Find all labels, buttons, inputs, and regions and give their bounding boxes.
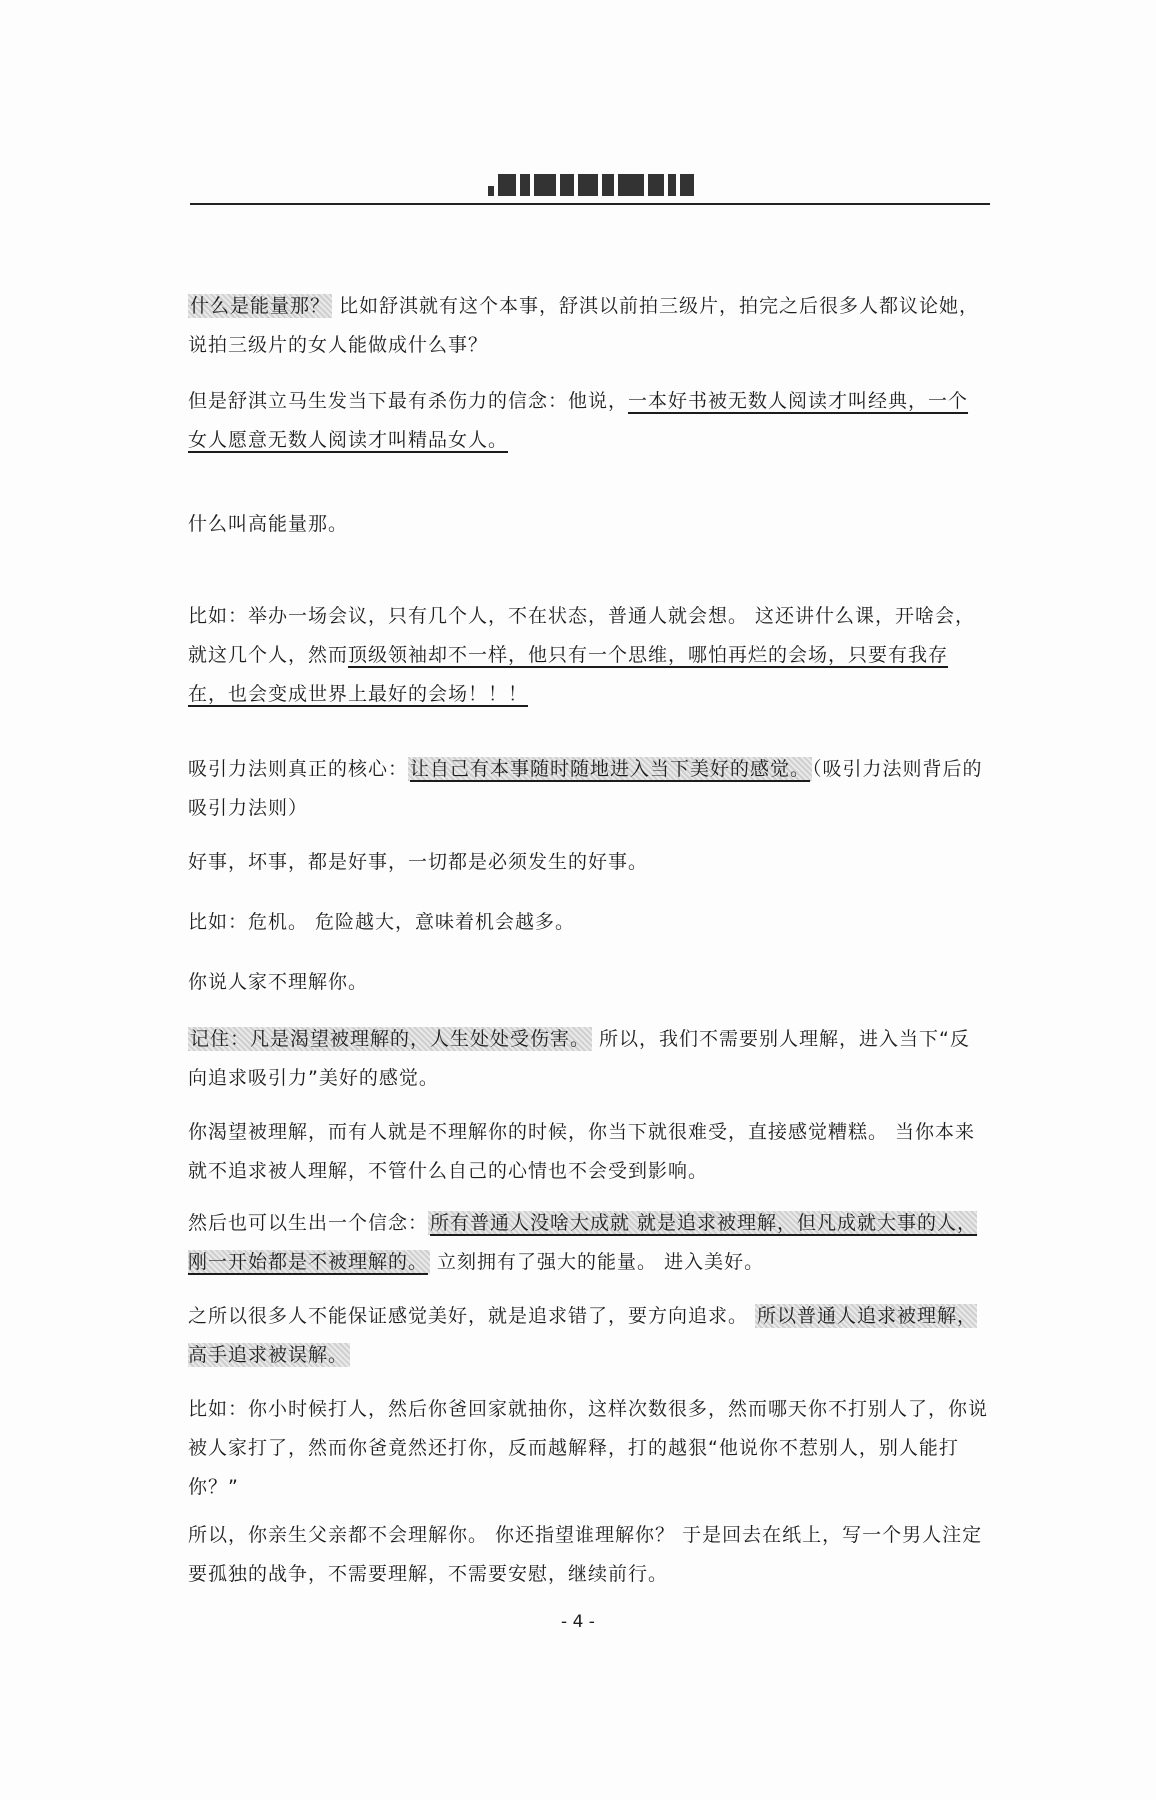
paragraph-6: [188, 843, 988, 882]
paragraph-text: 什么叫高能量那。: [188, 513, 349, 535]
paragraph-10: [188, 1113, 988, 1191]
highlighted-text: 所有普通人没啥大成就 就是追求被理解，但凡成就大事的人，刚一开始都是不被理解的。: [188, 1212, 978, 1273]
paragraph-3: [188, 505, 988, 544]
paragraph-text: 吸引力法则真正的核心：: [188, 758, 409, 780]
page-number: - 4 -: [561, 1612, 595, 1632]
paragraph-text: 所以，你亲生父亲都不会理解你。 你还指望谁理解你？ 于是回去在纸上，写一个男人注定要孤独的战争，不需要理解，不需要安慰，继续前行。: [188, 1524, 983, 1585]
header-rule: [190, 203, 990, 205]
paragraph-text: 比如：举办一场会议，只有几个人，不在状态，普通人就会想。 这还讲什么课，开啥会，就这几个人，然而: [188, 605, 976, 666]
paragraph-8: [188, 963, 988, 1002]
paragraph-text: 比如：你小时候打人，然后你爸回家就抽你，这样次数很多，然而哪天你不打别人了，你说被人家打了，然而你爸竟然还打你，反而越解释，打的越狠“他说你不惹别人，别人能打你？”: [188, 1398, 989, 1498]
paragraph-text: 立刻拥有了强大的能量。 进入美好。: [430, 1251, 765, 1273]
paragraph-14: [188, 1516, 988, 1594]
paragraph-text: 所以，我们不需要别人理解，进入当下“反向追求吸引力”美好的感觉。: [188, 1028, 970, 1089]
highlighted-text: 记住：凡是渴望被理解的，人生处处受伤害。: [190, 1028, 591, 1050]
paragraph-text: （吸引力法则背后的吸引力法则）: [188, 758, 983, 819]
paragraph-text: 比如：危机。 危险越大，意味着机会越多。: [188, 911, 576, 933]
paragraph-4: [188, 597, 988, 714]
paragraph-7: [188, 903, 988, 942]
underlined-text: 一本好书被无数人阅读才叫经典，一个女人愿意无数人阅读才叫精品女人。: [188, 390, 969, 451]
paragraph-text: 然后也可以生出一个信念：: [188, 1212, 429, 1234]
highlighted-text: 所以普通人追求被理解，高手追求被误解。: [188, 1305, 978, 1366]
paragraph-12: [188, 1297, 988, 1375]
paragraph-2: [188, 382, 988, 460]
paragraph-9: [188, 1020, 988, 1098]
paragraph-11: [188, 1204, 988, 1282]
paragraph-text: 但是舒淇立马生发当下最有杀伤力的信念：他说，: [188, 390, 629, 412]
paragraph-text: 之所以很多人不能保证感觉美好，就是追求错了，要方向追求。: [188, 1305, 756, 1327]
paragraph-5: [188, 750, 988, 828]
paragraph-text: 好事，坏事，都是好事，一切都是必须发生的好事。: [188, 851, 649, 873]
highlighted-text: 让自己有本事随时随地进入当下美好的感觉。: [410, 758, 811, 780]
redacted-header-title: [488, 174, 698, 198]
paragraph-text: 你渴望被理解，而有人就是不理解你的时候，你当下就很难受，直接感觉糟糕。 当你本来就不追求被人理解，不管什么自己的心情也不会受到影响。: [188, 1121, 976, 1182]
paragraph-text: 你说人家不理解你。: [188, 971, 369, 993]
paragraph-13: [188, 1390, 988, 1507]
highlighted-text: 什么是能量那？: [190, 295, 331, 317]
paragraph-text: 比如舒淇就有这个本事，舒淇以前拍三级片，拍完之后很多人都议论她，说拍三级片的女人能做成什么事？: [188, 295, 980, 356]
underlined-text: 顶级领袖却不一样，他只有一个思维，哪怕再烂的会场，只要有我存在，也会变成世界上最好的会场！！！: [188, 644, 949, 705]
paragraph-1: [188, 287, 988, 365]
